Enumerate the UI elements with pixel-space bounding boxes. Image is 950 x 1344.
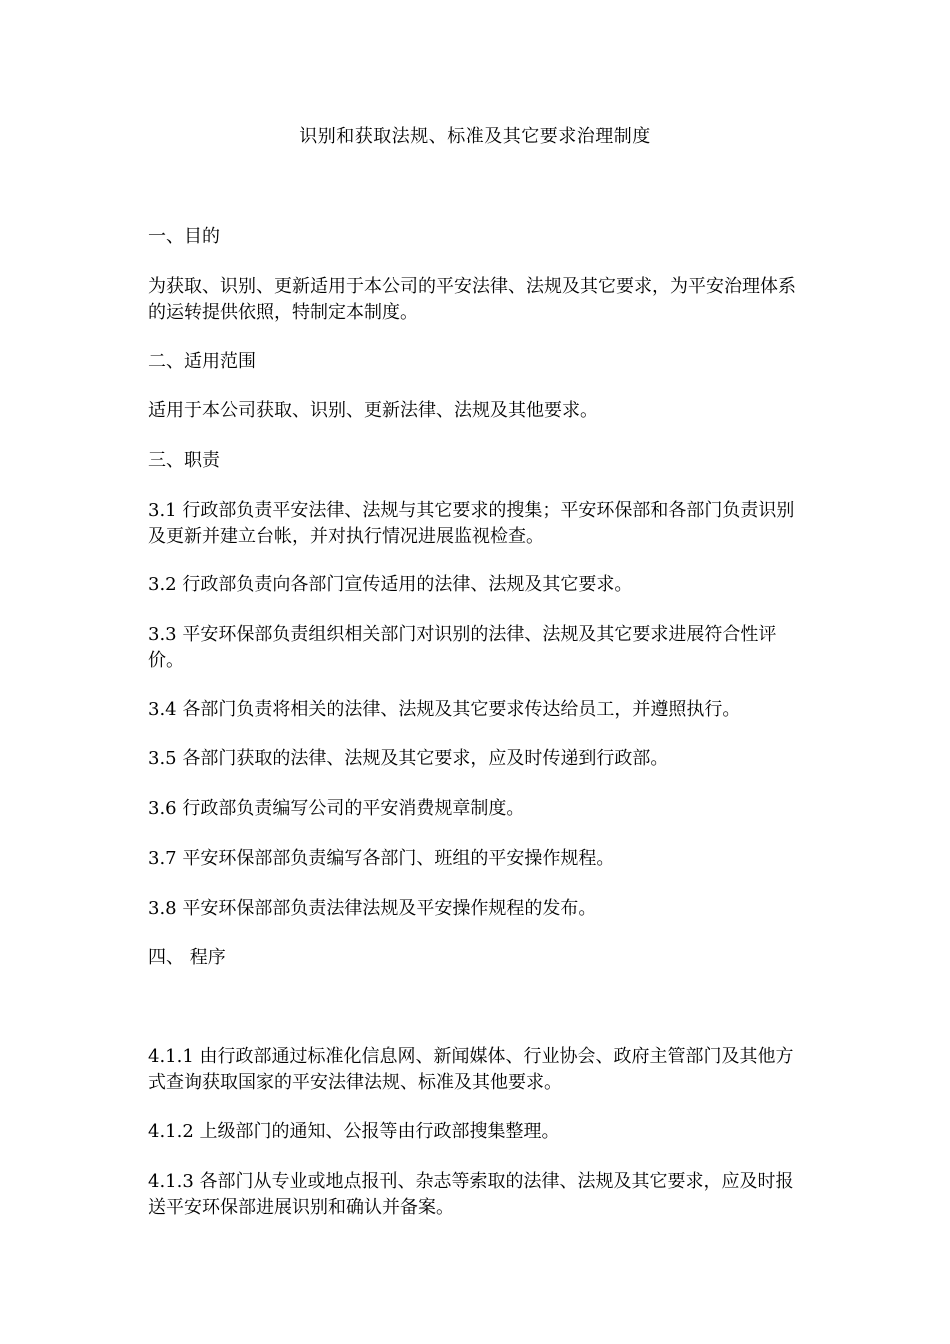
paragraph-scope: 适用于本公司获取、识别、更新法律、法规及其他要求。 xyxy=(148,400,598,421)
paragraph-4-1-3: 4.1.3 各部门从专业或地点报刊、杂志等索取的法律、法规及其它要求，应及时报送平安环保部进展识别和确认并备案。 xyxy=(148,1171,794,1218)
paragraph-3-6: 3.6 行政部负责编写公司的平安消费规章制度。 xyxy=(148,798,525,819)
heading-purpose: 一、目的 xyxy=(148,226,220,247)
paragraph-3-8: 3.8 平安环保部部负责法律法规及平安操作规程的发布。 xyxy=(148,898,597,919)
paragraph-3-4: 3.4 各部门负责将相关的法律、法规及其它要求传达给员工，并遵照执行。 xyxy=(148,699,741,720)
heading-procedure: 四、 程序 xyxy=(148,947,226,968)
paragraph-purpose: 为获取、识别、更新适用于本公司的平安法律、法规及其它要求，为平安治理体系的运转提供依照，特制定本制度。 xyxy=(148,276,796,323)
document-title: 识别和获取法规、标准及其它要求治理制度 xyxy=(299,126,651,147)
heading-scope: 二、适用范围 xyxy=(148,351,256,372)
paragraph-3-3: 3.3 平安环保部负责组织相关部门对识别的法律、法规及其它要求进展符合性评价。 xyxy=(148,624,777,671)
paragraph-3-7: 3.7 平安环保部部负责编写各部门、班组的平安操作规程。 xyxy=(148,848,615,869)
heading-responsibilities: 三、职责 xyxy=(148,450,220,471)
paragraph-4-1-1: 4.1.1 由行政部通过标准化信息网、新闻媒体、行业协会、政府主管部门及其他方式查询获取国家的平安法律法规、标准及其他要求。 xyxy=(148,1046,794,1093)
paragraph-3-2: 3.2 行政部负责向各部门宣传适用的法律、法规及其它要求。 xyxy=(148,574,633,595)
paragraph-3-5: 3.5 各部门获取的法律、法规及其它要求，应及时传递到行政部。 xyxy=(148,748,669,769)
paragraph-3-1: 3.1 行政部负责平安法律、法规与其它要求的搜集；平安环保部和各部门负责识别及更新并建立台帐，并对执行情况进展监视检查。 xyxy=(148,500,795,547)
paragraph-4-1-2: 4.1.2 上级部门的通知、公报等由行政部搜集整理。 xyxy=(148,1121,560,1142)
